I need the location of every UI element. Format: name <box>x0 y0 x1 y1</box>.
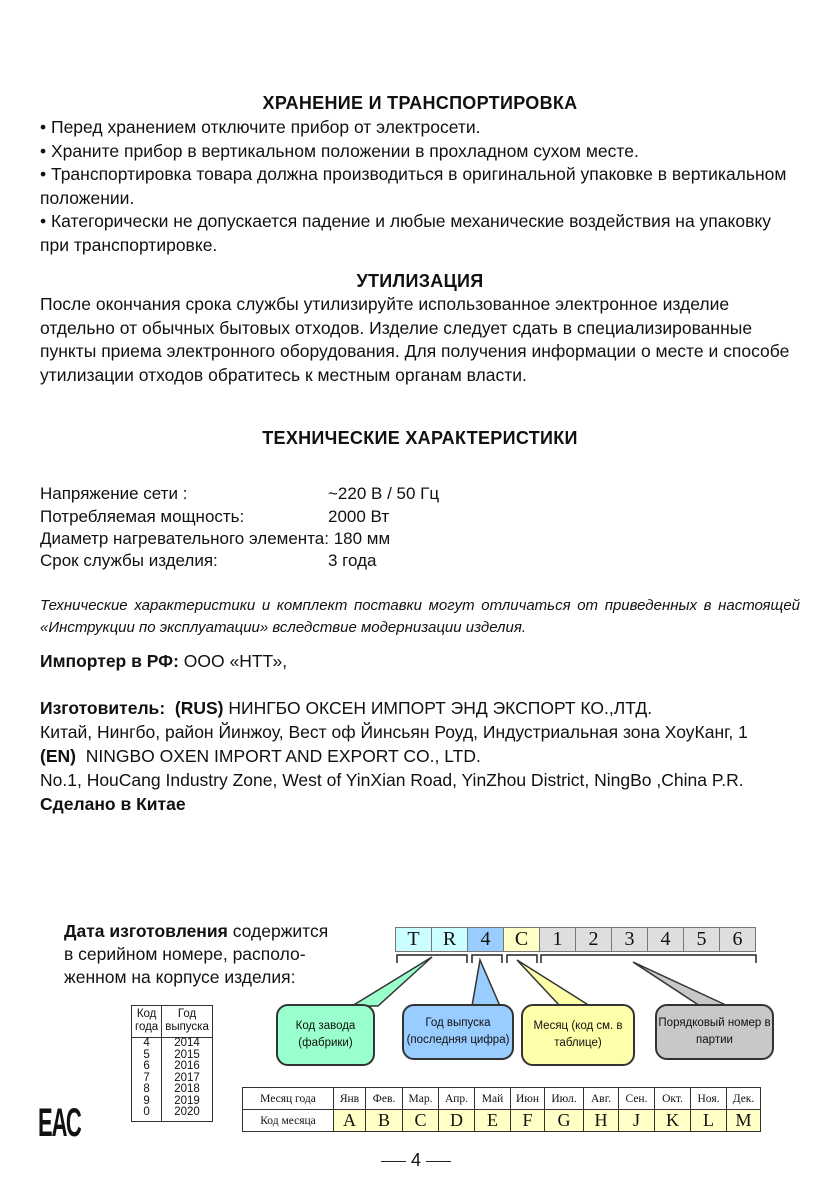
month-code: G <box>545 1110 584 1132</box>
month-name: Май <box>475 1088 511 1110</box>
year-table-h1a: Код <box>136 1008 157 1020</box>
serial-bracket <box>541 955 756 963</box>
table-row <box>243 1110 761 1132</box>
factory-bracket <box>397 955 467 963</box>
year-code: 9 <box>143 1094 150 1107</box>
month-tail <box>517 960 590 1006</box>
year-table-h2b: выпуска <box>165 1021 209 1033</box>
manufacturer-label: Изготовитель: <box>40 698 166 718</box>
month-code: H <box>584 1110 619 1132</box>
year-table-header-code <box>132 1006 162 1038</box>
month-code: L <box>691 1110 727 1132</box>
month-name: Апр. <box>439 1088 475 1110</box>
month-name: Окт. <box>655 1088 691 1110</box>
specs-title: ТЕХНИЧЕСКИЕ ХАРАКТЕРИСТИКИ <box>262 428 578 448</box>
year-code: 0 <box>143 1106 150 1118</box>
month-code: C <box>403 1110 439 1132</box>
month-table <box>242 1087 761 1132</box>
spec-life-label: Срок службы изделия: <box>40 551 218 570</box>
month-name: Сен. <box>619 1088 655 1110</box>
month-name: Фев. <box>366 1088 403 1110</box>
month-name: Авг. <box>584 1088 619 1110</box>
disposal-title: УТИЛИЗАЦИЯ <box>356 271 484 291</box>
month-code: B <box>366 1110 403 1132</box>
date-info-bold: Дата изготовления <box>64 921 228 941</box>
year-value: 2019 <box>162 1096 213 1108</box>
table-row <box>132 1107 213 1121</box>
month-name: Дек. <box>727 1088 761 1110</box>
month-code: F <box>511 1110 545 1132</box>
year-code: 5 <box>143 1048 150 1061</box>
storage-title: ХРАНЕНИЕ И ТРАНСПОРТИРОВКА <box>262 93 578 113</box>
rus-name: НИНГБО ОКСЕН ИМПОРТ ЭНД ЭКСПОРТ КО.,ЛТД. <box>223 698 653 718</box>
serial-char: 5 <box>684 928 720 952</box>
year-value: 2016 <box>162 1061 213 1073</box>
month-name: Янв <box>334 1088 366 1110</box>
spec-voltage-value: ~220 В / 50 Гц <box>328 484 440 503</box>
table-row <box>132 1061 213 1073</box>
date-info-rest-3: женном на корпусе изделия: <box>64 967 296 987</box>
serial-char: C <box>504 928 540 952</box>
disposal-text: После окончания срока службы утилизируйте использованное электронное изделие отдельно от обычных бытовых отходов. Изделие следует сдать в специализированные пункты приема электронного оборудования. Для получения информации о месте и способе утилизации отходов обратитесь к местным органам власти. <box>40 294 790 385</box>
date-info-rest-1: содержится <box>227 921 329 941</box>
year-bracket <box>472 955 502 963</box>
storage-line-2: • Храните прибор в вертикальном положении в прохладном сухом месте. <box>40 140 639 161</box>
en-address: No.1, HouCang Industry Zone, West of YinXian Road, YinZhou District, NingBo ,China P.R. <box>40 770 744 790</box>
serial-char: 4 <box>648 928 684 952</box>
year-value: 2020 <box>162 1107 213 1121</box>
spec-diameter: Диаметр нагревательного элемента: 180 мм <box>40 529 391 548</box>
storage-line-4: • Категорически не допускается падение и любые механические воздействия на упаковку при транспортировке. <box>40 211 771 255</box>
year-tail <box>472 960 500 1006</box>
month-name: Мар. <box>403 1088 439 1110</box>
month-name: Июн <box>511 1088 545 1110</box>
month-name: Ноя. <box>691 1088 727 1110</box>
year-table-h2a: Год <box>177 1008 197 1020</box>
storage-line-1: • Перед хранением отключите прибор от электросети. <box>40 117 481 137</box>
spec-power-label: Потребляемая мощность: <box>40 507 245 526</box>
storage-line-3: • Транспортировка товара должна производиться в оригинальной упаковке в вертикальном положении. <box>40 164 787 208</box>
rus-address: Китай, Нингбо, район Йинжоу, Вест оф Йинсьян Роуд, Индустриальная зона ХоуКанг, 1 <box>40 722 748 742</box>
year-bubble: Год выпуска (последняя цифра) <box>402 1004 514 1060</box>
table-row <box>132 1084 213 1096</box>
table-row <box>132 1038 213 1050</box>
year-code: 4 <box>143 1037 150 1049</box>
page-number <box>366 1150 466 1171</box>
serial-char: 3 <box>612 928 648 952</box>
year-value: 2015 <box>162 1050 213 1062</box>
eac-mark: ЕАС <box>38 1101 81 1145</box>
year-table <box>131 1005 213 1122</box>
serial-char: 6 <box>720 928 756 952</box>
serial-char: 4 <box>468 928 504 952</box>
date-info-rest-2: в серийном номере, располо- <box>64 944 306 964</box>
importer-label: Импортер в РФ: <box>40 651 179 671</box>
month-code: A <box>334 1110 366 1132</box>
month-bracket <box>507 955 537 963</box>
importer-value: ООО «НТТ», <box>178 651 288 671</box>
month-bubble: Месяц (код см. в таблице) <box>521 1004 635 1066</box>
month-code: J <box>619 1110 655 1132</box>
factory-bubble: Код завода (фабрики) <box>276 1004 375 1066</box>
year-table-header-year <box>162 1006 213 1038</box>
serial-bubble: Порядковый номер в партии <box>655 1004 774 1060</box>
year-table-h1b: года <box>135 1021 159 1033</box>
factory-tail <box>352 957 432 1006</box>
month-code: E <box>475 1110 511 1132</box>
month-row-label: Месяц года <box>243 1088 334 1110</box>
serial-tail <box>633 962 728 1006</box>
rus-tag: (RUS) <box>174 698 224 718</box>
en-tag: (EN) <box>40 746 76 766</box>
en-name: NINGBO OXEN IMPORT AND EXPORT CO., LTD. <box>75 746 481 766</box>
serial-char: 2 <box>576 928 612 952</box>
year-code: 6 <box>143 1060 150 1072</box>
serial-char: T <box>396 928 432 952</box>
spec-note: Технические характеристики и комплект поставки могут отличаться от приведенных в настоящей «Инструкции по эксплуатации» вследствие модернизации изделия. <box>40 597 800 636</box>
spec-life-value: 3 года <box>328 551 377 570</box>
table-row <box>243 1088 761 1110</box>
year-code: 8 <box>143 1083 150 1095</box>
page-number-value: 4 <box>410 1150 421 1170</box>
spec-voltage-label: Напряжение сети : <box>40 484 188 503</box>
spec-power-value: 2000 Вт <box>328 507 390 526</box>
serial-char: R <box>432 928 468 952</box>
year-value: 2018 <box>162 1084 213 1096</box>
month-name: Июл. <box>545 1088 584 1110</box>
serial-char: 1 <box>540 928 576 952</box>
month-code: D <box>439 1110 475 1132</box>
made-in: Сделано в Китае <box>40 794 186 814</box>
year-value: 2017 <box>162 1073 213 1085</box>
year-code: 7 <box>143 1071 150 1084</box>
code-row-label: Код месяца <box>243 1110 334 1132</box>
month-code: K <box>655 1110 691 1132</box>
year-value: 2014 <box>162 1038 213 1050</box>
month-code: M <box>727 1110 761 1132</box>
